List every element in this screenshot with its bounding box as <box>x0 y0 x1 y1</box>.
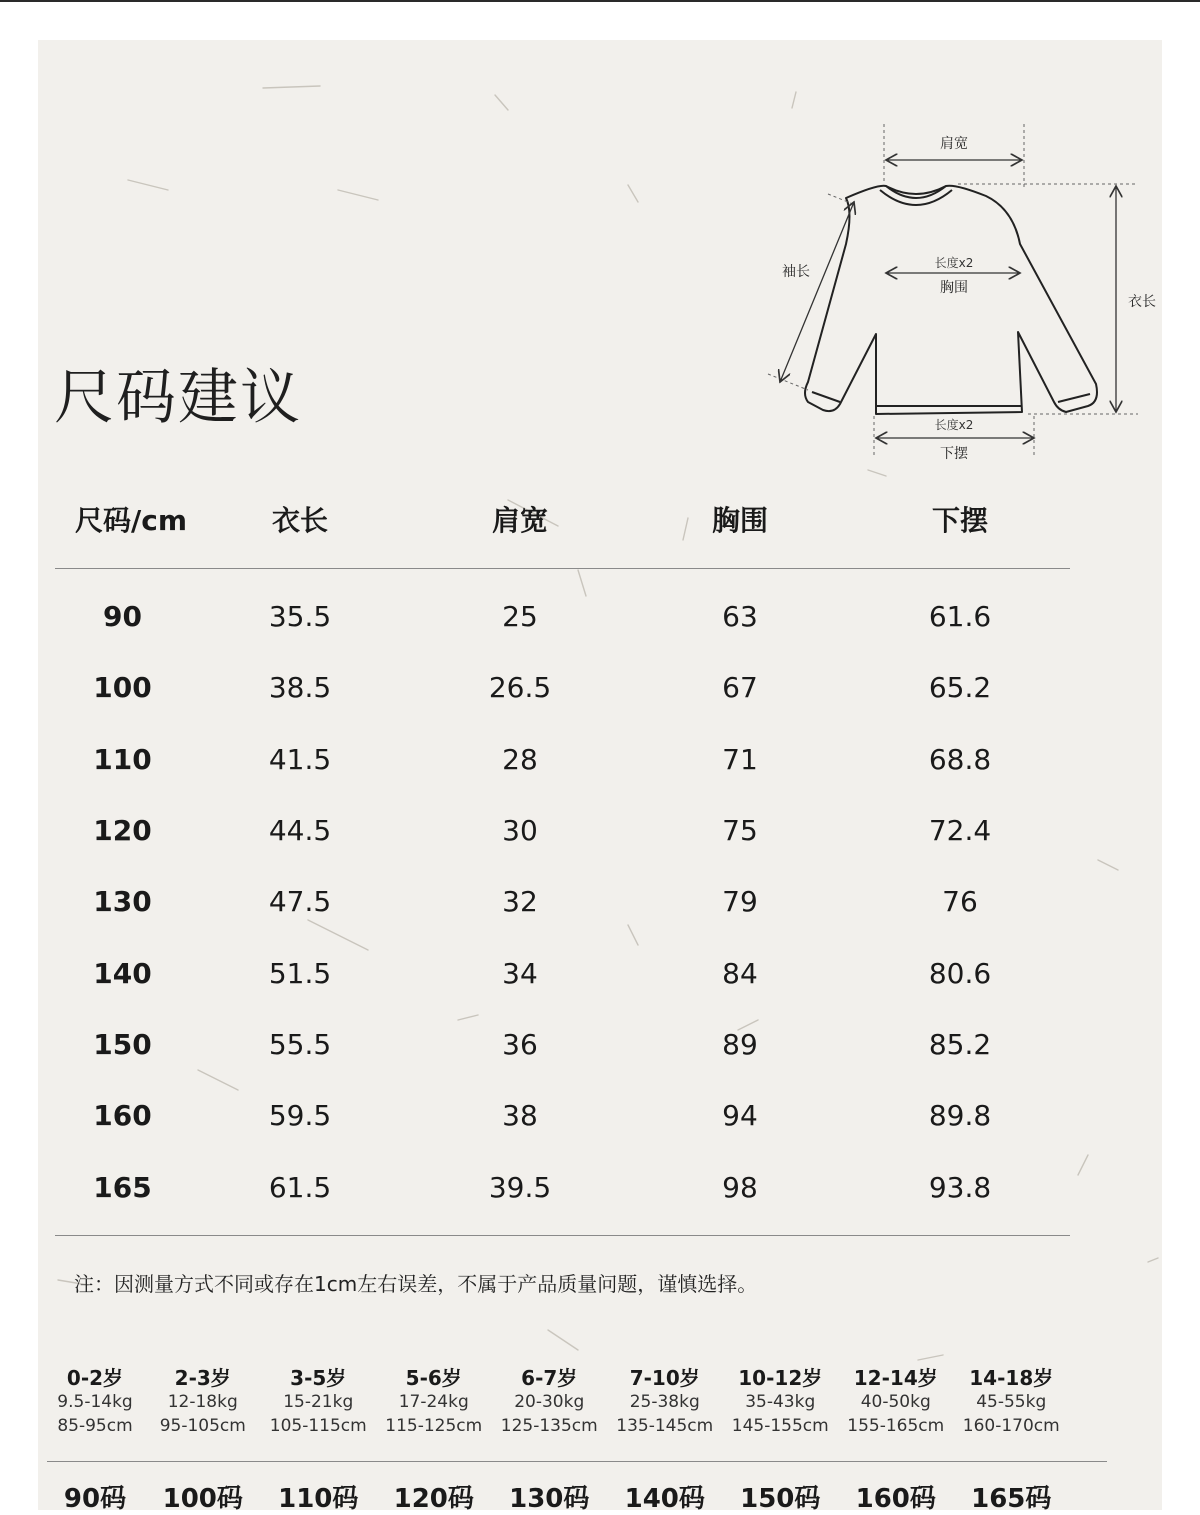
size-table <box>55 470 1070 1236</box>
column-header: 胸围 <box>711 504 768 537</box>
table-cell: 79 <box>722 885 758 919</box>
age-label: 6-7岁 <box>521 1366 578 1390</box>
table-cell: 51.5 <box>268 956 332 990</box>
height-range: 135-145cm <box>616 1416 714 1436</box>
size-code: 150码 <box>740 1484 821 1514</box>
table-cell: 38.5 <box>268 671 332 705</box>
table-row <box>55 652 1070 723</box>
sleeve-label: 袖长 <box>782 264 810 280</box>
table-cell: 165 <box>93 1170 152 1204</box>
table-cell: 41.5 <box>268 742 332 776</box>
column-header: 衣长 <box>271 504 328 537</box>
age-group <box>607 1362 723 1440</box>
table-cell: 25 <box>502 600 538 634</box>
table-cell: 76 <box>942 885 978 919</box>
table-cell: 110 <box>93 742 152 776</box>
age-guide <box>45 1362 1161 1440</box>
table-cell: 36 <box>502 1027 538 1061</box>
table-cell: 61.6 <box>928 600 992 634</box>
table-cell: 120 <box>93 814 152 848</box>
height-range: 160-170cm <box>962 1416 1060 1436</box>
height-range: 145-155cm <box>731 1416 829 1436</box>
weight-range: 40-50kg <box>860 1392 931 1412</box>
table-cell: 35.5 <box>268 600 332 634</box>
table-cell: 63 <box>722 600 758 634</box>
page-title: 尺码建议 <box>54 363 302 433</box>
size-code: 165码 <box>971 1484 1052 1514</box>
table-cell: 89 <box>722 1027 758 1061</box>
age-group <box>838 1362 954 1440</box>
age-label: 5-6岁 <box>405 1366 462 1390</box>
weight-range: 9.5-14kg <box>57 1392 133 1412</box>
table-cell: 59.5 <box>268 1099 332 1133</box>
top-border <box>0 0 1200 2</box>
size-code-row <box>45 1478 1161 1515</box>
table-cell: 89.8 <box>928 1099 992 1133</box>
shirt-measurement-diagram <box>728 84 1156 474</box>
table-cell: 26.5 <box>488 671 552 705</box>
column-header: 下摆 <box>931 504 988 537</box>
age-label: 14-18岁 <box>969 1366 1054 1390</box>
size-code: 160码 <box>855 1484 936 1514</box>
table-cell: 30 <box>502 814 538 848</box>
age-group <box>492 1362 608 1440</box>
age-group <box>376 1362 492 1440</box>
table-row <box>55 795 1070 866</box>
table-cell: 98 <box>722 1170 758 1204</box>
table-row <box>55 1009 1070 1080</box>
table-cell: 32 <box>502 885 538 919</box>
table-cell: 80.6 <box>928 956 992 990</box>
size-code: 130码 <box>509 1484 590 1514</box>
table-cell: 75 <box>722 814 758 848</box>
table-cell: 55.5 <box>268 1027 332 1061</box>
height-range: 155-165cm <box>847 1416 945 1436</box>
age-group <box>954 1362 1070 1440</box>
table-cell: 160 <box>93 1099 152 1133</box>
table-cell: 84 <box>722 956 758 990</box>
age-label: 7-10岁 <box>629 1366 700 1390</box>
size-code: 90码 <box>63 1484 127 1514</box>
age-label: 3-5岁 <box>290 1366 347 1390</box>
hem-label: 下摆 <box>940 446 968 462</box>
hem-note-label: 长度x2 <box>934 418 974 432</box>
table-cell: 34 <box>502 956 538 990</box>
age-label: 0-2岁 <box>66 1366 124 1390</box>
size-code: 120码 <box>393 1484 474 1514</box>
table-cell: 72.4 <box>928 814 992 848</box>
measurement-note: 注：因测量方式不同或存在1cm左右误差，不属于产品质量问题，谨慎选择。 <box>74 1272 758 1296</box>
table-cell: 140 <box>93 956 152 990</box>
table-header <box>55 470 1070 569</box>
table-cell: 47.5 <box>268 885 332 919</box>
weight-range: 45-55kg <box>976 1392 1047 1412</box>
age-group <box>145 1362 261 1440</box>
size-code: 110码 <box>278 1484 359 1514</box>
age-group <box>723 1362 839 1440</box>
weight-range: 20-30kg <box>514 1392 585 1412</box>
size-code: 100码 <box>162 1484 243 1514</box>
size-code: 140码 <box>624 1484 705 1514</box>
table-row <box>55 581 1070 652</box>
table-row <box>55 1080 1070 1151</box>
table-cell: 93.8 <box>928 1170 992 1204</box>
height-range: 125-135cm <box>500 1416 598 1436</box>
age-label: 12-14岁 <box>853 1366 938 1390</box>
table-cell: 65.2 <box>928 671 992 705</box>
length-label: 衣长 <box>1128 294 1156 310</box>
table-row <box>55 724 1070 795</box>
chest-label: 胸围 <box>940 280 968 296</box>
height-range: 95-105cm <box>159 1416 246 1436</box>
age-group <box>261 1362 377 1440</box>
weight-range: 17-24kg <box>398 1392 469 1412</box>
table-cell: 100 <box>93 671 152 705</box>
table-cell: 68.8 <box>928 742 992 776</box>
age-label: 2-3岁 <box>174 1366 231 1390</box>
table-body <box>55 569 1070 1236</box>
weight-range: 15-21kg <box>283 1392 354 1412</box>
table-cell: 94 <box>722 1099 758 1133</box>
table-cell: 90 <box>103 600 142 634</box>
table-cell: 28 <box>502 742 538 776</box>
weight-range: 12-18kg <box>167 1392 238 1412</box>
height-range: 105-115cm <box>269 1416 367 1436</box>
table-cell: 39.5 <box>488 1170 552 1204</box>
height-range: 85-95cm <box>57 1416 133 1436</box>
column-header: 肩宽 <box>491 504 548 537</box>
chest-note-label: 长度x2 <box>934 256 974 270</box>
age-group <box>45 1362 145 1440</box>
weight-range: 25-38kg <box>629 1392 700 1412</box>
height-range: 115-125cm <box>385 1416 483 1436</box>
divider <box>47 1461 1107 1462</box>
table-cell: 38 <box>502 1099 538 1133</box>
age-label: 10-12岁 <box>738 1366 823 1390</box>
column-header: 尺码/cm <box>75 504 188 537</box>
table-cell: 44.5 <box>268 814 332 848</box>
table-cell: 71 <box>722 742 758 776</box>
table-row <box>55 937 1070 1008</box>
weight-range: 35-43kg <box>745 1392 816 1412</box>
table-cell: 61.5 <box>268 1170 332 1204</box>
table-row <box>55 866 1070 937</box>
table-cell: 85.2 <box>928 1027 992 1061</box>
table-cell: 67 <box>722 671 758 705</box>
shoulder-label: 肩宽 <box>940 136 968 152</box>
table-cell: 150 <box>93 1027 152 1061</box>
table-cell: 130 <box>93 885 152 919</box>
table-row <box>55 1151 1070 1222</box>
